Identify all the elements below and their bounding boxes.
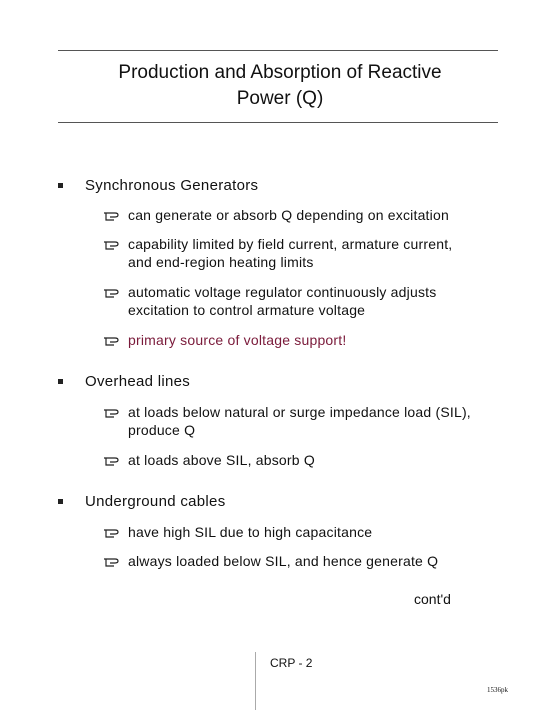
pointing-hand-icon [103, 555, 121, 569]
square-bullet-icon [58, 183, 63, 188]
list-item-line: at loads below natural or surge impedance load (SIL), [128, 404, 471, 420]
title-line-2: Power (Q) [236, 88, 324, 109]
pointing-hand-icon [103, 209, 121, 223]
footer-divider [255, 652, 256, 710]
list-item [128, 236, 528, 271]
list-item-line: produce Q [128, 421, 196, 438]
title-line-1: Production and Absorption of Reactive [118, 62, 442, 83]
section-heading-underground-cables: Underground cables [85, 493, 226, 510]
list-item [128, 553, 528, 571]
pointing-hand-icon [103, 526, 121, 540]
pointing-hand-icon [103, 238, 121, 252]
pointing-hand-icon [103, 454, 121, 468]
pointing-hand-icon [103, 334, 121, 348]
square-bullet-icon [58, 379, 63, 384]
list-item [128, 452, 528, 470]
list-item-highlight [128, 332, 528, 350]
list-item [128, 207, 528, 225]
list-item [128, 524, 528, 542]
list-item-line: excitation to control armature voltage [128, 301, 366, 318]
section-heading-overhead-lines: Overhead lines [85, 373, 191, 390]
top-rule [58, 50, 498, 51]
continued-label: cont'd [414, 591, 451, 607]
list-item-line: can generate or absorb Q depending on excitation [128, 207, 449, 223]
section-heading-synchronous-generators: Synchronous Generators [85, 177, 259, 194]
list-item-line: have high SIL due to high capacitance [128, 524, 373, 540]
list-item-line: at loads above SIL, absorb Q [128, 452, 315, 468]
list-item-line: and end-region heating limits [128, 253, 314, 270]
title-underline-rule [58, 122, 498, 123]
page-footer: CRP - 2 [270, 656, 313, 670]
list-item-line: primary source of voltage support! [128, 332, 347, 348]
page-title [40, 60, 520, 112]
pointing-hand-icon [103, 406, 121, 420]
list-item-line: capability limited by field current, armature current, [128, 236, 453, 252]
list-item [128, 404, 528, 439]
list-item-line: automatic voltage regulator continuously adjusts [128, 284, 437, 300]
list-item-line: always loaded below SIL, and hence generate Q [128, 553, 439, 569]
square-bullet-icon [58, 499, 63, 504]
document-code: 1536pk [487, 686, 508, 694]
pointing-hand-icon [103, 286, 121, 300]
list-item [128, 284, 528, 319]
